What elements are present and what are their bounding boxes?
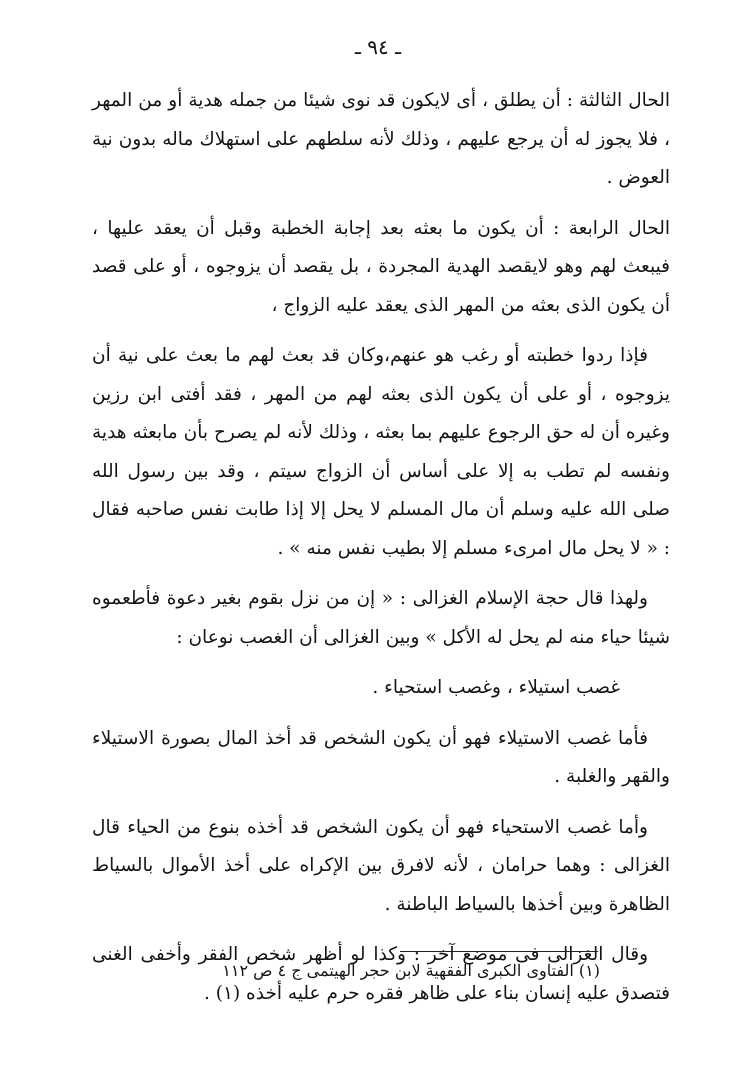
page-number: ـ ٩٤ ـ: [355, 35, 401, 59]
paragraph-two-types: غصب استيلاء ، وغصب استحياء .: [372, 677, 620, 698]
footnote: (١) الفتاوى الكبرى الفقهية لابن حجر الهيتمى ج ٤ ص ١١٢: [222, 961, 600, 980]
paragraph-fourth-case: الحال الرابعة : أن يكون ما بعثه بعد إجابة الخطبة وقبل أن يعقد عليها ، فيبعث لهم وهو لايقصد الهدية المجردة ، بل يقصد أن يزوجوه ، أو على قصد أن يكون الذى بعثه من المهر الذى يعقد عليه الزواج ،: [92, 217, 670, 316]
body-text: [92, 82, 670, 1025]
paragraph-ghazali-quote: ولهذا قال حجة الإسلام الغزالى : « إن من نزل بقوم بغير دعوة فأطعموه شيئا حياء منه لم يحل له الأكل » وبين الغزالى أن الغصب نوعان :: [92, 588, 670, 648]
paragraph-seizure-by-force: فأما غصب الاستيلاء فهو أن يكون الشخص قد أخذ المال بصورة الاستيلاء والقهر والغلبة .: [92, 727, 670, 787]
paragraph-feigned-poverty: وقال الغزالى فى موضع آخر : وكذا لو أظهر شخص الفقر وأخفى الغنى فتصدق عليه إنسان بناء على ظاهر فقره حرم عليه أخذه (١) .: [92, 944, 670, 1004]
paragraph-rejection-ruling: فإذا ردوا خطبته أو رغب هو عنهم،وكان قد بعث لهم ما بعث على نية أن يزوجوه ، أو على أن يكون الذى بعثه لهم من المهر ، فقد أفتى ابن رزين وغيره أن له حق الرجوع عليهم بما بعثه ، وذلك لأنه لم يصرح بأن مابعثه هدية ونفسه لم تطب به إلا على أساس أن الزواج سيتم ، وقد بين رسول الله صلى الله عليه وسلم أن مال المسلم لا يحل إلا إذا طابت نفس صاحبه فقال : « لا يحل مال امرىء مسلم إلا بطيب نفس منه » .: [92, 345, 670, 559]
footnote-divider: [400, 951, 598, 952]
paragraph-third-case: الحال الثالثة : أن يطلق ، أى لايكون قد نوى شيئا من جمله هدية أو من المهر ، فلا يجوز له أن يرجع عليهم ، وذلك لأنه سلطهم على استهلاك ماله بدون نية العوض .: [92, 90, 670, 188]
paragraph-seizure-by-shame: وأما غصب الاستحياء فهو أن يكون الشخص قد أخذه بنوع من الحياء قال الغزالى : وهما حرامان ، لأنه لافرق بين الإكراه على أخذ الأموال بالسياط الظاهرة وبين أخذها بالسياط الباطنة .: [92, 816, 670, 915]
